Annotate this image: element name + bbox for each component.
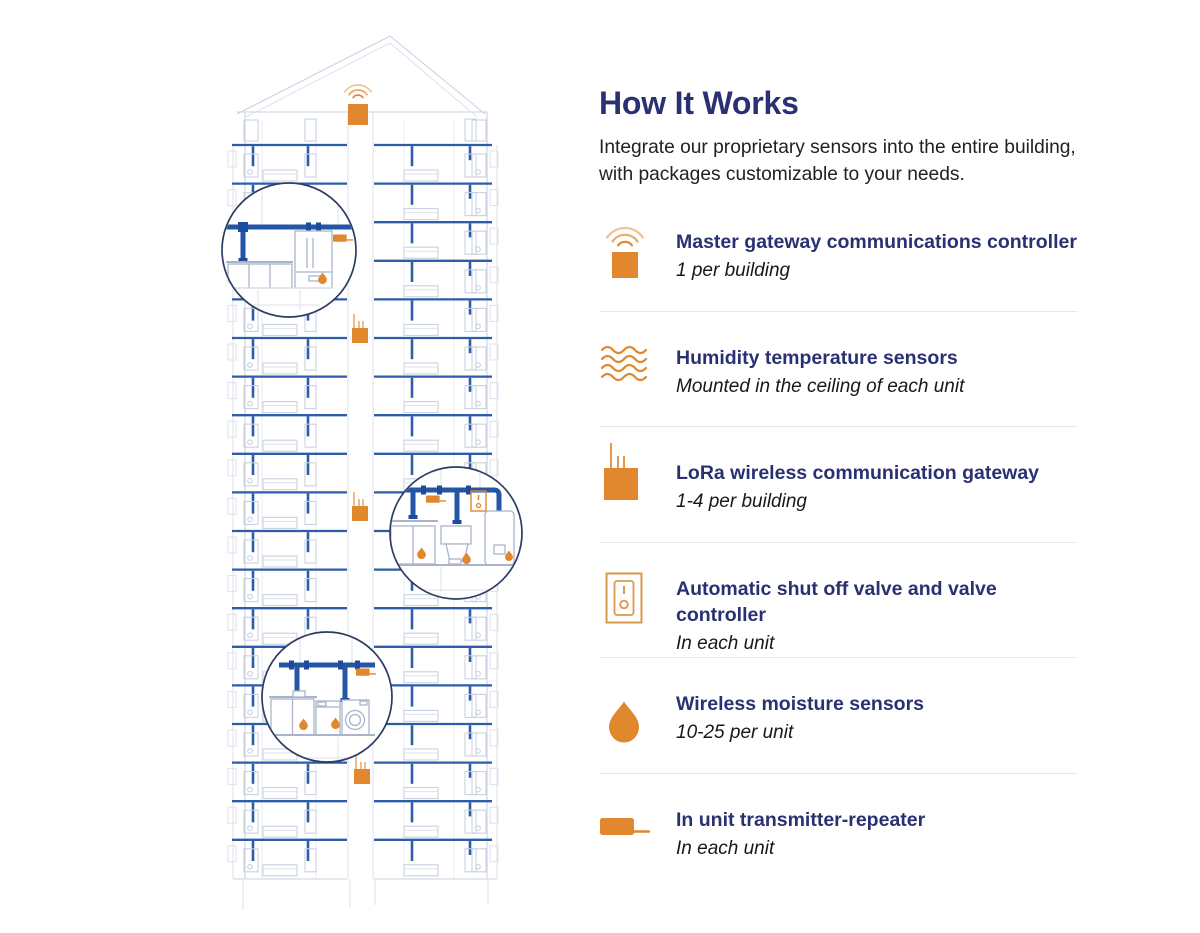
transmitter-repeater-icon bbox=[599, 774, 676, 890]
master-gateway-icon bbox=[345, 85, 371, 125]
list-item-shutoff-valve bbox=[599, 543, 1077, 659]
page-subtitle: Integrate our proprietary sensors into the entire building, with packages customizable to your needs. bbox=[599, 137, 1076, 185]
moisture-droplet-icon bbox=[599, 658, 676, 773]
item-subtitle: 10-25 per unit bbox=[676, 722, 794, 743]
how-it-works-content bbox=[599, 84, 1079, 859]
item-subtitle: 1 per building bbox=[676, 260, 791, 281]
item-title: Master gateway communications controller bbox=[676, 231, 1077, 253]
item-title: Automatic shut off valve and valve controller bbox=[676, 577, 997, 626]
item-subtitle: 1-4 per building bbox=[676, 491, 807, 512]
lora-gateway-icon bbox=[354, 755, 370, 784]
item-subtitle: In each unit bbox=[676, 632, 775, 654]
lora-gateway-icon bbox=[352, 314, 368, 343]
lora-gateway-icon bbox=[599, 427, 676, 542]
humidity-waves-icon bbox=[599, 312, 676, 427]
item-title: In unit transmitter-repeater bbox=[676, 808, 926, 831]
item-title: LoRa wireless communication gateway bbox=[676, 462, 1040, 484]
list-item-lora-gateway bbox=[599, 427, 1077, 543]
list-item-transmitter-repeater bbox=[599, 774, 1077, 890]
list-item-humidity-sensors bbox=[599, 312, 1077, 428]
list-item-master-gateway bbox=[599, 196, 1077, 312]
wifi-gateway-icon bbox=[599, 196, 676, 311]
shutoff-valve-icon bbox=[599, 543, 676, 658]
sensor-list bbox=[599, 196, 1077, 889]
page-title: How It Works bbox=[599, 85, 799, 121]
item-title: Humidity temperature sensors bbox=[676, 346, 958, 369]
building-cross-section-illustration bbox=[0, 0, 560, 933]
item-title: Wireless moisture sensors bbox=[676, 693, 925, 715]
lora-gateway-icon bbox=[352, 492, 368, 521]
list-item-moisture-sensors bbox=[599, 658, 1077, 774]
item-subtitle: Mounted in the ceiling of each unit bbox=[676, 375, 965, 397]
item-subtitle: In each unit bbox=[676, 837, 775, 859]
